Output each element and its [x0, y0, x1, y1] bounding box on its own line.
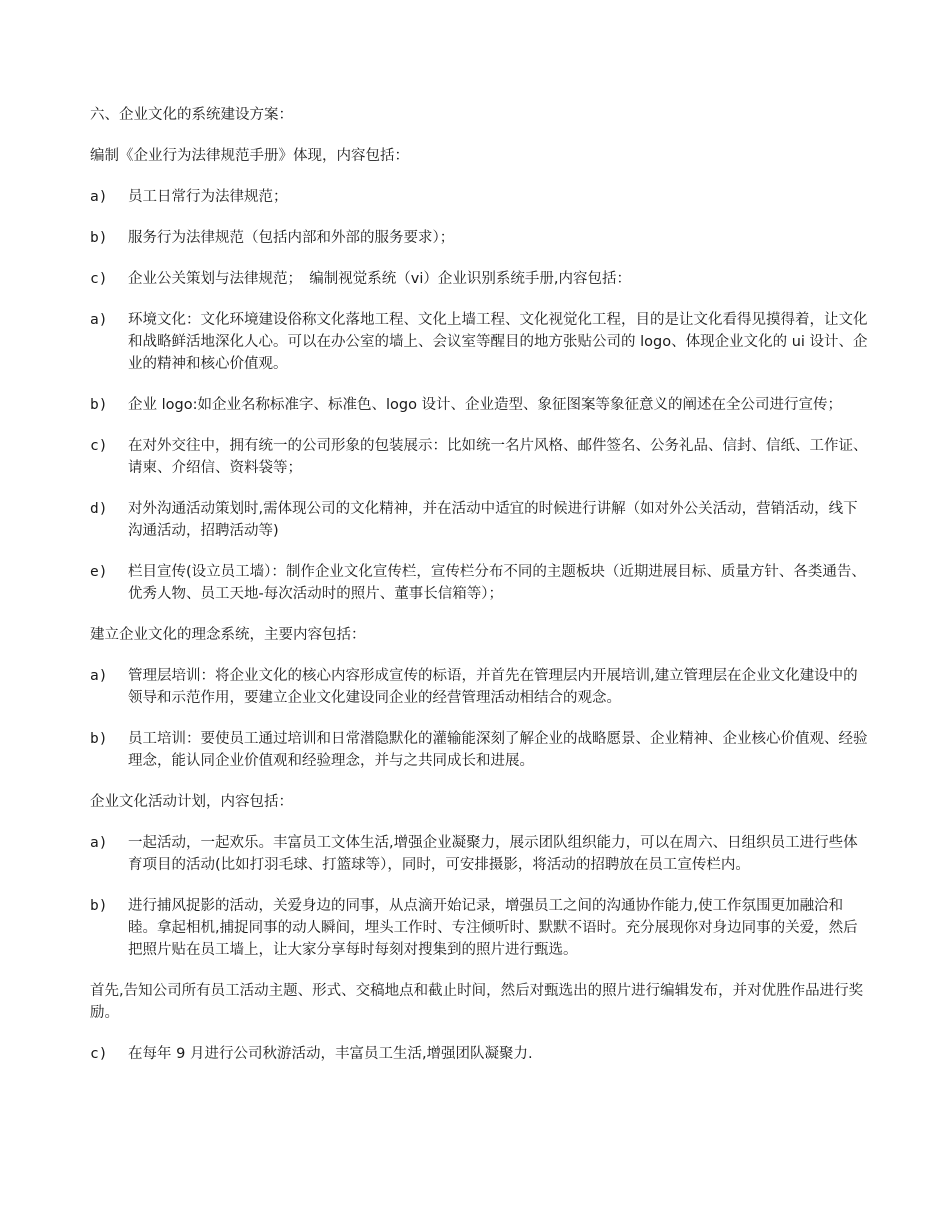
closing-paragraph: 首先,告知公司所有员工活动主题、形式、交稿地点和截止时间，然后对甄选出的照片进行编辑发布，并对优胜作品进行奖励。 [90, 983, 864, 1021]
list-item [90, 309, 870, 375]
list-marker: e) [90, 564, 108, 580]
list-marker: b) [90, 898, 108, 914]
list-item [90, 561, 870, 605]
list-marker: b) [90, 731, 108, 747]
list-text: 企业 logo:如企业名称标准字、标准色、logo 设计、企业造型、象征图案等象征意义的阐述在全公司进行宣传； [128, 397, 843, 413]
list-item [90, 186, 870, 208]
list-item [90, 832, 870, 876]
list-item [90, 435, 870, 479]
list-marker: a) [90, 189, 108, 205]
list-text: 环境文化：文化环境建设俗称文化落地工程、文化上墙工程、文化视觉化工程，目的是让文化看得见摸得着，让文化和战略鲜活地深化人心。可以在办公室的墙上、会议室等醒目的地方张贴公司的 logo、体现企业文化的 ui 设计、企业的精神和核心价值观。 [128, 312, 868, 372]
list-text: 在对外交往中，拥有统一的公司形象的包装展示：比如统一名片风格、邮件签名、公务礼品、信封、信纸、工作证、请柬、介绍信、资料袋等； [128, 438, 868, 476]
list-marker: b) [90, 397, 108, 413]
list-text: 员工日常行为法律规范； [128, 189, 288, 205]
list-item [90, 665, 870, 709]
list-item [90, 1043, 870, 1065]
list-text: 栏目宣传(设立员工墙）：制作企业文化宣传栏，宣传栏分布不同的主题板块（近期进展目标、质量方针、各类通告、优秀人物、员工天地-每次活动时的照片、董事长信箱等）； [128, 564, 866, 602]
list-text: 对外沟通活动策划时,需体现公司的文化精神，并在活动中适宜的时候进行讲解（如对外公关活动，营销活动，线下沟通活动，招聘活动等) [128, 501, 858, 539]
list-marker: b) [90, 230, 108, 246]
list-item [90, 895, 870, 961]
list-marker: c) [90, 271, 108, 287]
list-marker: c) [90, 438, 108, 454]
list-text: 一起活动，一起欢乐。丰富员工文体生活,增强企业凝聚力，展示团队组织能力，可以在周六、日组织员工进行些体育项目的活动(比如打羽毛球、打篮球等），同时，可安排摄影，将活动的招聘放在员工宣传栏内。 [128, 835, 858, 873]
list-text: 员工培训：要使员工通过培训和日常潜隐默化的灌输能深刻了解企业的战略愿景、企业精神、企业核心价值观、经验理念，能认同企业价值观和经验理念，并与之共同成长和进展。 [128, 731, 868, 769]
manual-intro: 编制《企业行为法律规范手册》体现，内容包括： [90, 148, 409, 164]
concept-intro: 建立企业文化的理念系统，主要内容包括： [90, 627, 366, 643]
list-item [90, 498, 870, 542]
list-text: 企业公关策划与法律规范； 编制视觉系统（vi）企业识别系统手册,内容包括： [128, 271, 631, 287]
list-marker: a) [90, 312, 108, 328]
activity-intro: 企业文化活动计划，内容包括： [90, 794, 293, 810]
list-text: 管理层培训：将企业文化的核心内容形成宣传的标语，并首先在管理层内开展培训,建立管理层在企业文化建设中的领导和示范作用，要建立企业文化建设同企业的经营管理活动相结合的观念。 [128, 668, 858, 706]
list-item [90, 227, 870, 249]
list-marker: d) [90, 501, 108, 517]
list-item [90, 728, 870, 772]
list-text: 服务行为法律规范（包括内部和外部的服务要求）； [128, 230, 455, 246]
document-page [90, 104, 870, 1084]
list-marker: a) [90, 668, 108, 684]
list-item [90, 268, 870, 290]
section-heading: 六、企业文化的系统建设方案： [90, 107, 293, 123]
list-marker: a) [90, 835, 108, 851]
list-item [90, 394, 870, 416]
list-marker: c) [90, 1046, 108, 1062]
list-text: 在每年 9 月进行公司秋游活动，丰富员工生活,增强团队凝聚力. [128, 1046, 533, 1062]
list-text: 进行捕风捉影的活动，关爱身边的同事，从点滴开始记录，增强员工之间的沟通协作能力,使工作氛围更加融洽和睦。拿起相机,捕捉同事的动人瞬间，埋头工作时、专注倾听时、默默不语时。充分展现你对身边同事的关爱，然后把照片贴在员工墙上，让大家分享每时每刻对搜集到的照片进行甄选。 [128, 898, 858, 958]
